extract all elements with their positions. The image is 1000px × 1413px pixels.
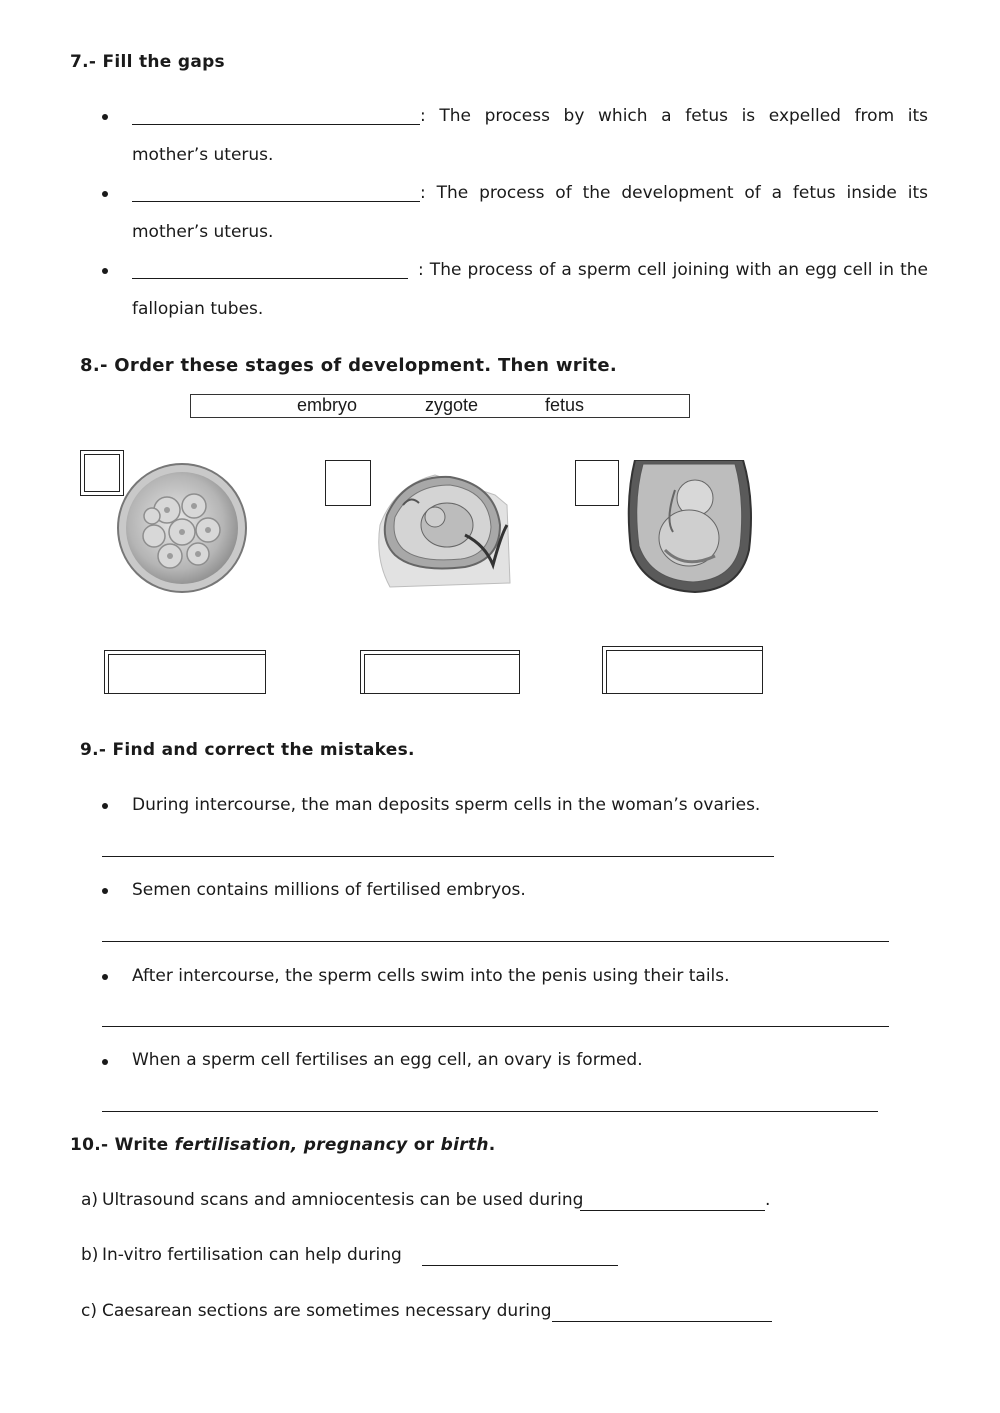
bullet-icon (102, 803, 108, 809)
q9-item-text: After intercourse, the sperm cells swim into the penis using their tails. (132, 966, 730, 986)
answer-box-2[interactable] (360, 650, 520, 694)
q9-title: 9.- Find and correct the mistakes. (80, 740, 415, 760)
embryo-in-uterus-image (375, 465, 515, 595)
q10-item-text: Caesarean sections are sometimes necessary during (102, 1301, 552, 1321)
q7-item-text-cont: mother’s uterus. (132, 222, 274, 242)
word-zygote: zygote (425, 395, 479, 415)
q7-item-text-cont: mother’s uterus. (132, 145, 274, 165)
answer-box-1[interactable] (104, 650, 266, 694)
q7-item-text: : The process by which a fetus is expelled from its (420, 106, 928, 126)
zygote-cell-image (112, 460, 252, 595)
q10-title (70, 1135, 496, 1155)
correction-line[interactable] (102, 1111, 878, 1112)
q10-item-letter: b) (81, 1245, 99, 1265)
answer-line[interactable] (580, 1210, 765, 1211)
q10-item-text: In-vitro fertilisation can help during (102, 1245, 402, 1265)
order-box-2[interactable] (325, 460, 371, 506)
q7-item-text: : The process of a sperm cell joining with an egg cell in the (418, 260, 928, 280)
word-bank (190, 394, 690, 418)
gap-input[interactable] (132, 124, 420, 125)
q9-item-text: During intercourse, the man deposits sperm cells in the woman’s ovaries. (132, 795, 761, 815)
bullet-icon (102, 1059, 108, 1065)
word-embryo: embryo (297, 395, 358, 415)
q10-item-text: Ultrasound scans and amniocentesis can be used during (102, 1190, 584, 1210)
order-box-3[interactable] (575, 460, 619, 506)
q7-item-text-cont: fallopian tubes. (132, 299, 264, 319)
answer-line[interactable] (552, 1321, 772, 1322)
word-fetus: fetus (545, 395, 585, 415)
answer-line[interactable] (422, 1265, 618, 1266)
q10-item-end: . (765, 1190, 771, 1210)
q9-item-text: Semen contains millions of fertilised embryos. (132, 880, 526, 900)
q9-item-text: When a sperm cell fertilises an egg cell, an ovary is formed. (132, 1050, 643, 1070)
q10-item-letter: a) (81, 1190, 99, 1210)
bullet-icon (102, 888, 108, 894)
q7-title: 7.- Fill the gaps (70, 52, 225, 72)
q10-title-prefix: 10.- Write (70, 1135, 175, 1155)
correction-line[interactable] (102, 1026, 889, 1027)
q7-item-text: : The process of the development of a fetus inside its (420, 183, 928, 203)
fetus-in-uterus-image (625, 460, 755, 595)
correction-line[interactable] (102, 941, 889, 942)
answer-box-3[interactable] (602, 646, 763, 694)
q8-title: 8.- Order these stages of development. Then write. (80, 355, 617, 376)
bullet-icon (102, 191, 108, 197)
gap-input[interactable] (132, 278, 408, 279)
q10-title-italic2: birth (440, 1135, 489, 1155)
bullet-icon (102, 268, 108, 274)
q10-title-suffix: . (488, 1135, 496, 1155)
correction-line[interactable] (102, 856, 774, 857)
bullet-icon (102, 974, 108, 980)
gap-input[interactable] (132, 201, 420, 202)
bullet-icon (102, 114, 108, 120)
q10-title-or: or (407, 1135, 441, 1155)
q10-item-letter: c) (81, 1301, 97, 1321)
q10-title-italic: fertilisation, pregnancy (174, 1135, 408, 1155)
